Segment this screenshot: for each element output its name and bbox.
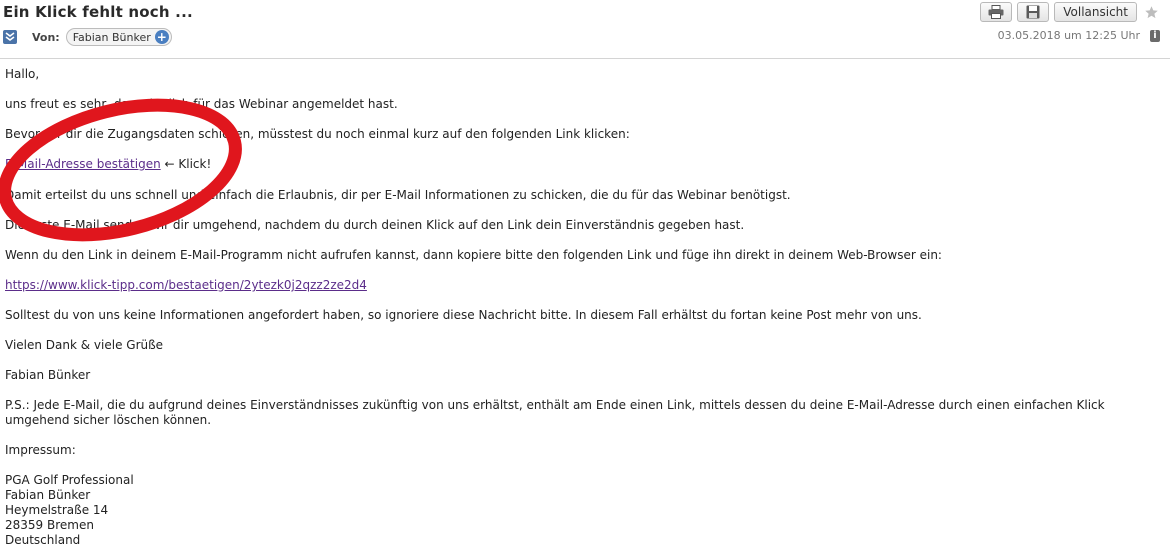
- email-header: [0, 0, 1170, 59]
- fullview-button[interactable]: Vollansicht: [1054, 2, 1137, 22]
- closing: Vielen Dank & viele Grüße: [5, 338, 164, 352]
- email-toolbar: [980, 2, 1160, 22]
- print-button[interactable]: [980, 2, 1012, 22]
- sender-name: Fabian Bünker: [72, 30, 151, 44]
- favorite-toggle[interactable]: [1142, 2, 1160, 22]
- from-row: [3, 27, 172, 47]
- body-paragraph: uns freut es sehr, dass du dich für das Webinar angemeldet hast.: [5, 97, 398, 111]
- email-subject: Ein Klick fehlt noch ...: [3, 3, 193, 21]
- confirm-line: [5, 157, 211, 172]
- expand-header-button[interactable]: [3, 30, 17, 44]
- save-button[interactable]: [1017, 2, 1049, 22]
- confirm-email-link[interactable]: E-Mail-Adresse bestätigen: [5, 157, 161, 171]
- printer-icon: [988, 5, 1004, 19]
- save-icon: [1026, 5, 1040, 19]
- impressum-label: Impressum:: [5, 443, 76, 457]
- postscript: P.S.: Jede E-Mail, die du aufgrund deines Einverständnisses zukünftig von uns erhältst, enthält am Ende einen Link, mittels dessen du deine E-Mail-Adresse durch einen einfachen Klick umgehend sicher löschen können.: [5, 398, 1105, 427]
- address-line: Deutschland: [5, 533, 81, 547]
- address-line: Fabian Bünker: [5, 488, 91, 502]
- body-paragraph: Solltest du von uns keine Informationen angefordert haben, so ignoriere diese Nachricht bitte. In diesem Fall erhältst du fortan keine Post mehr von uns.: [5, 308, 922, 322]
- body-paragraph: Damit erteilst du uns schnell und einfach die Erlaubnis, dir per E-Mail Informationen zu schicken, die du für das Webinar benötigst.: [5, 188, 791, 202]
- sender-chip[interactable]: [66, 28, 172, 46]
- confirm-suffix: ← Klick!: [160, 157, 212, 171]
- email-date: 03.05.2018 um 12:25 Uhr: [997, 29, 1140, 42]
- date-row: [998, 29, 1160, 42]
- body-paragraph: Die erste E-Mail senden wir dir umgehend, nachdem du durch deinen Klick auf den Link dein Einverständnis gegeben hast.: [5, 218, 745, 232]
- url-line: [5, 278, 367, 293]
- chevron-double-down-icon: [5, 32, 15, 42]
- body-paragraph: Bevor wir dir die Zugangsdaten schicken, müsstest du noch einmal kurz auf den folgenden Link klicken:: [5, 127, 630, 141]
- signature: Fabian Bünker: [5, 368, 91, 382]
- address-line: PGA Golf Professional: [5, 473, 134, 487]
- add-contact-icon[interactable]: +: [156, 30, 167, 44]
- star-icon: [1144, 5, 1159, 20]
- body-paragraph: Wenn du den Link in deinem E-Mail-Programm nicht aufrufen kannst, dann kopiere bitte den folgenden Link und füge ihn direkt in deinem Web-Browser ein:: [5, 248, 942, 262]
- address-line: 28359 Bremen: [5, 518, 94, 532]
- address-line: Heymelstraße 14: [5, 503, 109, 517]
- confirm-url-link[interactable]: https://www.klick-tipp.com/bestaetigen/2ytezk0j2qzz2ze2d4: [5, 278, 367, 292]
- greeting: Hallo,: [5, 67, 40, 81]
- info-icon[interactable]: i: [1150, 30, 1160, 42]
- from-label: Von:: [32, 30, 60, 44]
